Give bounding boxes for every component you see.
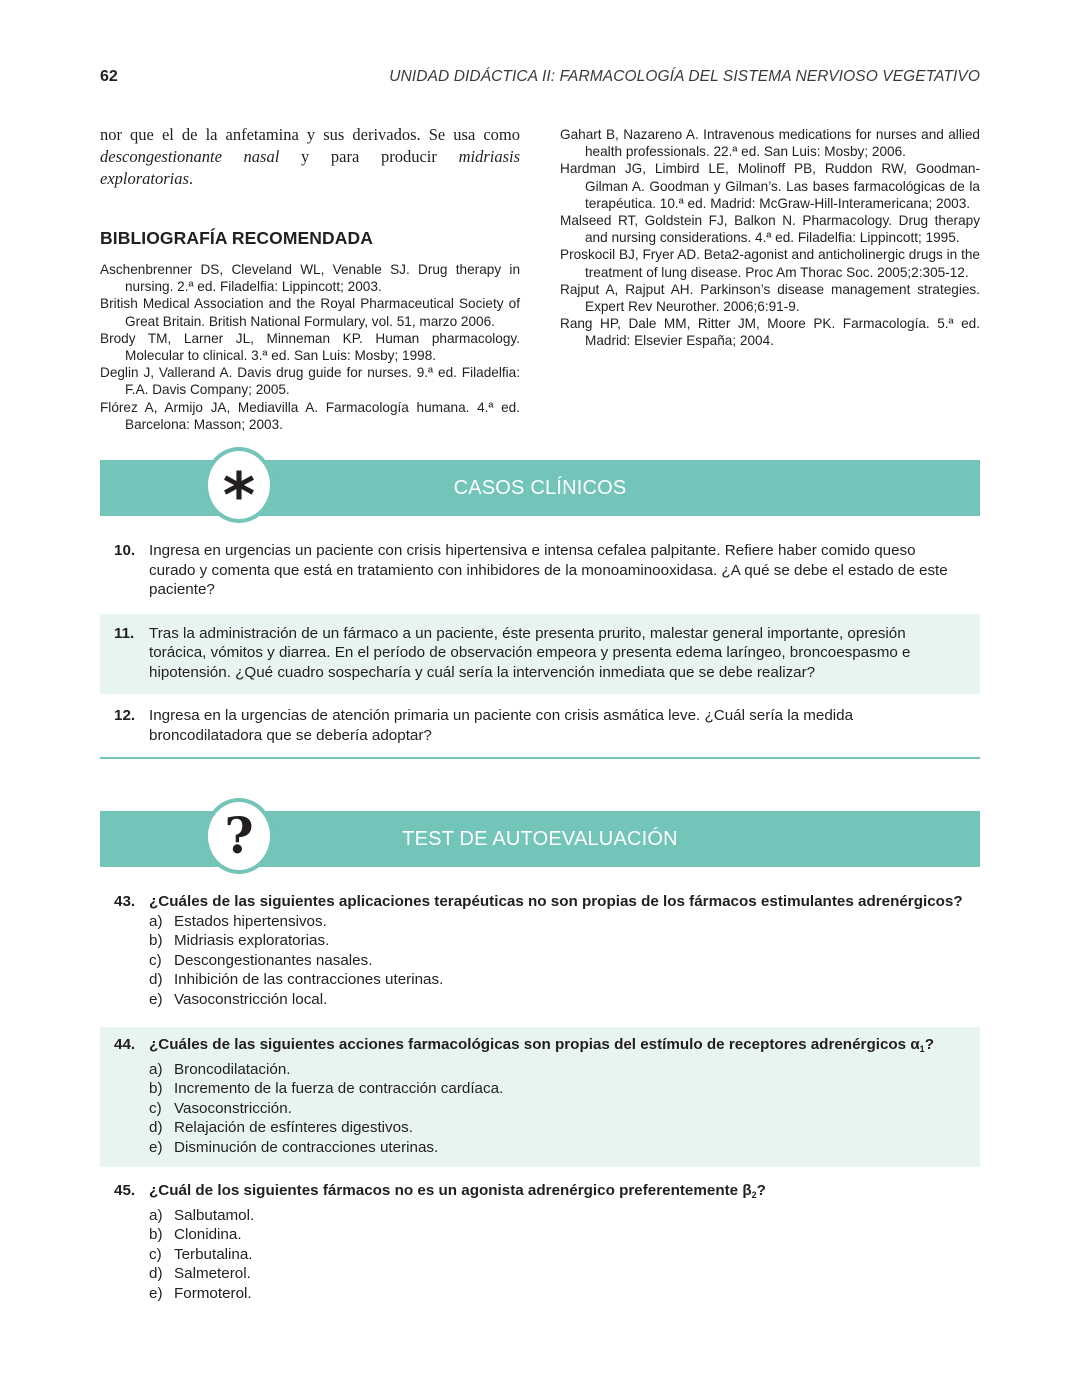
answer-options	[149, 1060, 964, 1158]
intro-italic-term: descongestionante nasal	[100, 147, 280, 166]
question-text	[149, 1181, 964, 1206]
case-text: Tras la administración de un fármaco a un paciente, éste presenta prurito, malestar general importante, opresión torácica, vómitos y diarrea. En el período de observación empeora y presenta edema laríngeo, broncoespasmo e hipotensión. ¿Qué cuadro sospecharía y cuál sería la intervención inmediata que se debe realizar?	[149, 624, 911, 681]
option-text: Relajación de esfínteres digestivos.	[174, 1119, 413, 1136]
bibliography-title: BIBLIOGRAFÍA RECOMENDADA	[100, 228, 373, 248]
intro-text: nor que el de la anfetamina y sus derivados. Se usa como	[100, 125, 520, 144]
answer-option[interactable]	[149, 912, 964, 932]
self-test-banner	[100, 806, 980, 867]
option-letter: d)	[149, 1265, 163, 1282]
question-text: ¿Cuáles de las siguientes aplicaciones terapéuticas no son propias de los fármacos estimulantes adrenérgicos?	[149, 893, 963, 910]
question-mark-icon: ?	[224, 806, 254, 865]
case-number: 10.	[114, 542, 136, 559]
question-text-main: ¿Cuáles de las siguientes acciones farmacológicas son propias del estímulo de receptores adrenérgicos α	[149, 1036, 920, 1053]
answer-option[interactable]	[149, 951, 964, 971]
case-text: Ingresa en urgencias un paciente con crisis hipertensiva e intensa cefalea palpitante. Refiere haber comido queso curado y comenta que está en tratamiento con inhibidores de la monoaminooxidasa. ¿A qué se debe el estado de este paciente?	[149, 542, 948, 598]
clinical-cases-list	[100, 535, 980, 759]
question-number: 44.	[114, 1036, 136, 1053]
answer-option[interactable]	[149, 1264, 964, 1284]
bibliography-item: Rajput A, Rajput AH. Parkinson’s disease management strategies. Expert Rev Neurother. 2006;6:91-9.	[560, 281, 980, 315]
left-column	[100, 124, 520, 433]
test-question	[100, 888, 980, 1017]
answer-option[interactable]	[149, 1284, 964, 1304]
option-letter: a)	[149, 1206, 163, 1224]
answer-option[interactable]	[149, 990, 964, 1010]
option-letter: e)	[149, 1138, 163, 1156]
option-text: Broncodilatación.	[174, 1060, 291, 1078]
section-divider	[100, 757, 980, 759]
option-text: Clonidina.	[174, 1226, 242, 1243]
bibliography-item: Hardman JG, Limbird LE, Molinoff PB, Ruddon RW, Goodman-Gilman A. Goodman y Gilman’s. Las bases farmacológicas de la terapéutica. 10.ª ed. Madrid: McGraw-Hill-Interamericana; 2003.	[560, 161, 980, 211]
option-letter: e)	[149, 1284, 163, 1302]
clinical-case	[100, 614, 980, 695]
option-text: Vasoconstricción local.	[174, 990, 328, 1008]
question-subscript: 1	[919, 1044, 925, 1054]
self-test-title: TEST DE AUTOEVALUACIÓN	[402, 828, 678, 850]
answer-option[interactable]	[149, 970, 964, 990]
bibliography-item: Gahart B, Nazareno A. Intravenous medications for nurses and allied health professionals. 22.ª ed. San Luis: Mosby; 2006.	[560, 127, 980, 160]
case-text: Ingresa en la urgencias de atención primaria un paciente con crisis asmática leve. ¿Cuál sería la medida broncodilatadora que se debería adoptar?	[149, 707, 854, 744]
bibliography-list-left	[100, 261, 520, 433]
option-letter: c)	[149, 951, 162, 969]
question-text-end: ?	[924, 1036, 934, 1053]
intro-italic-term: midriasis exploratorias	[100, 147, 520, 188]
clinical-case	[100, 535, 980, 608]
answer-option[interactable]	[149, 1138, 964, 1158]
answer-option[interactable]	[149, 931, 964, 951]
bibliography-item: Brody TM, Larner JL, Minneman KP. Human pharmacology. Molecular to clinical. 3.ª ed. San Luis: Mosby; 1998.	[100, 330, 520, 364]
answer-option[interactable]	[149, 1099, 964, 1119]
option-letter: e)	[149, 990, 163, 1008]
question-text	[149, 1035, 964, 1060]
asterisk-icon: *	[222, 459, 256, 532]
option-text: Salbutamol.	[174, 1206, 255, 1224]
answer-options	[149, 912, 964, 1010]
intro-text: .	[188, 169, 194, 188]
right-column	[560, 126, 980, 350]
option-text: Vasoconstricción.	[174, 1099, 292, 1117]
intro-paragraph	[100, 124, 520, 190]
question-text-end: ?	[756, 1182, 766, 1199]
running-head: UNIDAD DIDÁCTICA II: FARMACOLOGÍA DEL SISTEMA NERVIOSO VEGETATIVO	[389, 68, 980, 85]
case-number: 12.	[114, 707, 136, 724]
option-text: Estados hipertensivos.	[174, 912, 327, 930]
option-letter: b)	[149, 932, 163, 949]
answer-option[interactable]	[149, 1060, 964, 1080]
bibliography-item: Proskocil BJ, Fryer AD. Beta2-agonist and anticholinergic drugs in the treatment of lung disease. Proc Am Thorac Soc. 2005;2:305-12.	[560, 247, 980, 280]
option-text: Disminución de contracciones uterinas.	[174, 1138, 439, 1156]
bibliography-item: British Medical Association and the Royal Pharmaceutical Society of Great Britain. British National Formulary, vol. 51, marzo 2006.	[100, 296, 520, 329]
question-number: 43.	[114, 893, 136, 910]
option-text: Descongestionantes nasales.	[174, 951, 373, 969]
option-text: Terbutalina.	[174, 1245, 253, 1263]
option-letter: b)	[149, 1226, 163, 1243]
option-letter: c)	[149, 1099, 162, 1117]
bibliography-list-right	[560, 126, 980, 350]
option-letter: d)	[149, 1119, 163, 1136]
intro-text: y para producir	[279, 147, 459, 166]
question-text-main: ¿Cuál de los siguientes fármacos no es un agonista adrenérgico preferentemente β	[149, 1182, 752, 1199]
page-number: 62	[100, 68, 118, 85]
option-letter: c)	[149, 1245, 162, 1263]
option-text: Incremento de la fuerza de contracción cardíaca.	[174, 1080, 504, 1097]
option-text: Formoterol.	[174, 1284, 252, 1302]
option-text: Inhibición de las contracciones uterinas.	[174, 971, 444, 988]
question-number: 45.	[114, 1182, 136, 1199]
test-question	[100, 1027, 980, 1167]
option-text: Salmeterol.	[174, 1265, 251, 1282]
test-question	[100, 1177, 980, 1311]
bibliography-item: Flórez A, Armijo JA, Mediavilla A. Farmacología humana. 4.ª ed. Barcelona: Masson; 2003.	[100, 399, 520, 432]
answer-option[interactable]	[149, 1118, 964, 1138]
clinical-cases-banner	[100, 459, 980, 532]
clinical-cases-title: CASOS CLÍNICOS	[453, 477, 627, 499]
bibliography-item: Malseed RT, Goldstein FJ, Balkon N. Pharmacology. Drug therapy and nursing considerations. 4.ª ed. Filadelfia: Lippincott; 1995.	[560, 213, 980, 246]
option-letter: a)	[149, 912, 163, 930]
answer-option[interactable]	[149, 1206, 964, 1226]
bibliography-item: Deglin J, Vallerand A. Davis drug guide for nurses. 9.ª ed. Filadelfia: F.A. Davis Company; 2005.	[100, 365, 520, 398]
answer-option[interactable]	[149, 1225, 964, 1245]
answer-options	[149, 1206, 964, 1304]
answer-option[interactable]	[149, 1245, 964, 1265]
option-letter: d)	[149, 971, 163, 988]
bibliography-item: Rang HP, Dale MM, Ritter JM, Moore PK. Farmacología. 5.ª ed. Madrid: Elsevier España; 2004.	[560, 316, 980, 349]
question-subscript: 2	[751, 1190, 757, 1200]
option-letter: b)	[149, 1080, 163, 1097]
self-test-questions	[100, 888, 980, 1311]
option-text: Midriasis exploratorias.	[174, 932, 330, 949]
answer-option[interactable]	[149, 1079, 964, 1099]
clinical-case	[100, 700, 980, 753]
case-number: 11.	[114, 624, 135, 642]
bibliography-item: Aschenbrenner DS, Cleveland WL, Venable SJ. Drug therapy in nursing. 2.ª ed. Filadelfia: Lippincott; 2003.	[100, 262, 520, 295]
option-letter: a)	[149, 1060, 163, 1078]
